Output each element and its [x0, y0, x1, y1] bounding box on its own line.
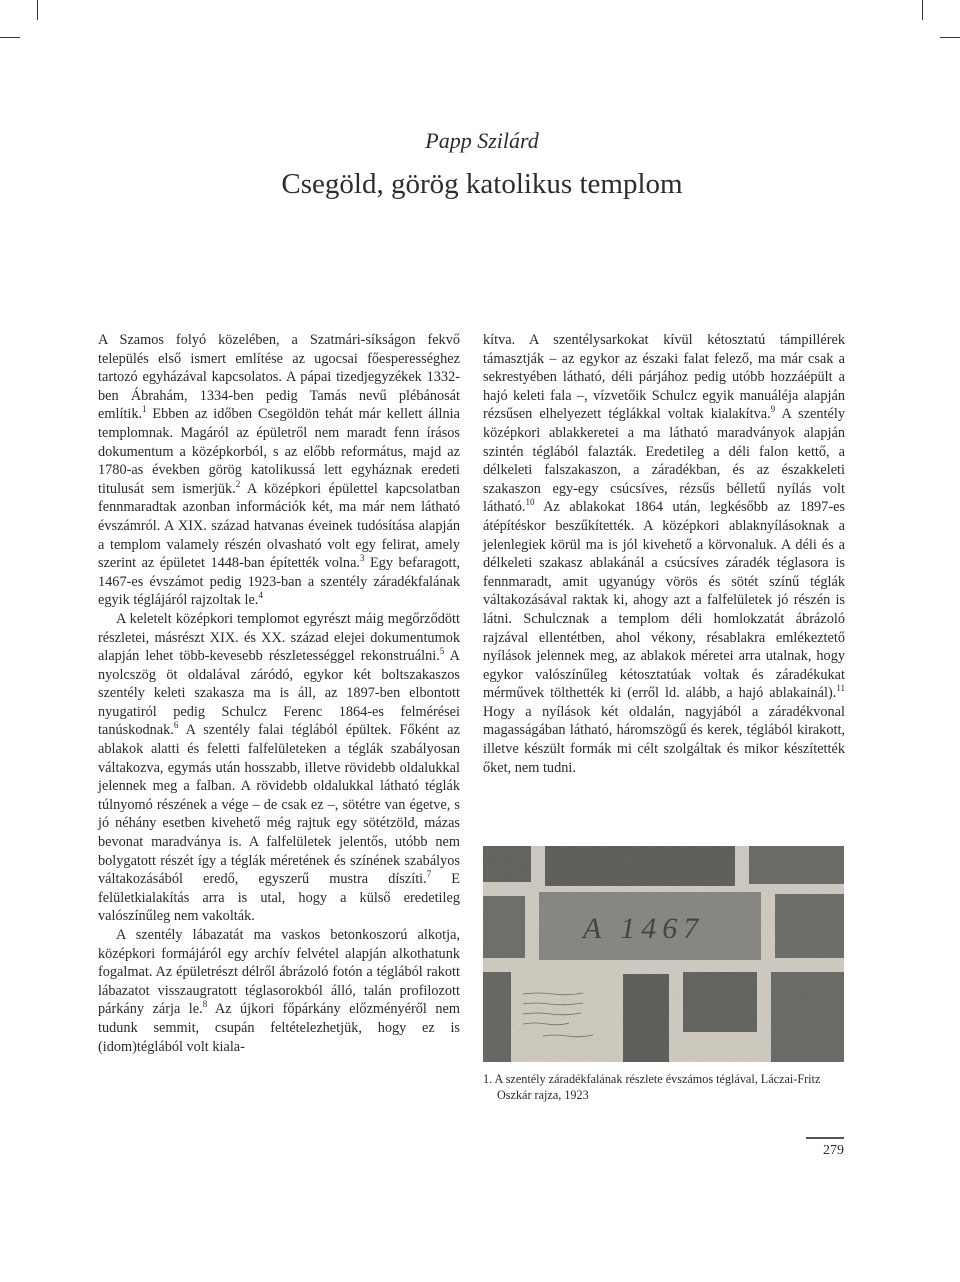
paragraph-text: Az ablakokat 1864 után, legkésőbb az 1897-es átépítéskor beszűkítették. A középkori ablaknyílásoknak a jelenlegiek körül ma is jól kivehető a körvonaluk. A déli és a délkeleti szakasz ablakánál a csúcsíves záradék téglasora is fennmaradt, amit ugyanúgy vörös és sötét színű téglák váltakozásával raktak ki, ahogy azt a falfelületek jó részén is látni. Schulcznak a templom déli homlokzatát ábrázoló rajzával ellentétben, ahol vékony, résablakra emlékeztető nyílások jelennek meg, az ablakok méretei arra utalnak, hogy egykor valószínűleg kétosztatúak voltak és záradékukat mérművek tölthették ki (erről ld. alább, a hajó ablakainál).: [483, 499, 845, 702]
caption-line-2: Oszkár rajza, 1923: [497, 1087, 589, 1102]
page-number: 279: [823, 1143, 844, 1158]
footnote-ref: 8: [202, 999, 208, 1010]
paragraph-text: A nyolcszög öt oldalával záródó, egykor két boltszakaszos szentély keleti szakasza ma is áll, az 1897-ben elbontott nyugatiról pedig Schulcz Ferenc 1864-es felmérései tanúskodnak.: [98, 648, 460, 739]
footnote-ref: 9: [770, 404, 776, 415]
brick-wall-drawing: [483, 846, 844, 1062]
paragraph-text: A szentély falai téglából épültek. Főként az ablakok alatti és feletti falfelületeken a téglák szabályosan váltakozva, egymás után hosszabb, illetve rövidebb oldalukkal jelennek meg a falban. A rövidebb oldalukkal látható téglák túlnyomó részének a vége – de csak ez –, sötétre van égetve, s jó néhány esetben kivehető még rajtuk egy sötétzöld, mázas bevonat maradványa is. A falfelületek jelentős, utóbb nem bolygatott részét így a téglák méretének és színének szabályos váltakozásából eredő, egyszerű mustra díszíti.: [98, 722, 460, 888]
figure-drawing: [483, 846, 844, 1062]
paragraph-text: A keletelt középkori templomot egyrészt máig megőrződött részletei, másrészt XIX. és XX. század elejei dokumentumok alapján lehet több-kevesebb részletességgel rekonstruálni.: [98, 610, 460, 665]
article-title: Csegöld, görög katolikus templom: [281, 168, 683, 200]
paragraph-text: A Szamos folyó közelében, a Szatmári-síkságon fekvő település első ismert említése az ugocsai főesperességhez tartozó egyházával kapcsolatos. A pápai tizedjegyzékek 1332-ben Ábrahám, 1334-ben pedig Tamás nevű plébánosát említik.: [98, 332, 460, 423]
right-text-column: [483, 331, 845, 777]
footnote-ref: 10: [525, 497, 535, 508]
crop-mark: [0, 37, 20, 38]
paragraph-text: E felületkialakítás arra is utal, hogy a külső eredetileg valószínűleg nem vakolták.: [98, 871, 461, 925]
crop-mark: [922, 0, 923, 20]
paragraph-text: Hogy a nyílások két oldalán, nagyjából a záradékvonal magasságában látható, háromszögű és kerek, téglából kirakott, illetve készült formák mi célt szolgáltak és mikor készítették őket, nem tudni.: [483, 703, 845, 776]
footnote-ref: 7: [426, 869, 432, 880]
brick-inscription: A 1467: [583, 912, 705, 945]
paragraph-text: kítva. A szentélysarkokat kívül kétosztatú támpillérek támasztják – az egykor az északi falat felező, ma már csak a sekrestyében látható, déli párjához pedig utóbb hozzáépült a hajó keleti fala –, vízvetőik Schulcz egyik manuáléja alapján rézsűsen elhelyezett téglákkal voltak kialakítva.: [483, 332, 845, 423]
footnote-ref: 4: [258, 590, 263, 601]
paragraph-text: A szentély középkori ablakkeretei a ma látható maradványok alapján szintén téglából falazták. Eredetileg a déli falon kettő, a délkeleti falszakaszon, a záradékban, és az északkeleti szakaszon egy-egy csúcsíves, rézsűs bélletű nyílás volt látható.: [483, 406, 845, 516]
paragraph-text: Az újkori főpárkány előzményéről nem tudunk semmit, csupán feltételezhetjük, hogy ez is (idom)téglából volt kiala-: [98, 1001, 461, 1055]
footnote-ref: 5: [439, 646, 445, 657]
crop-mark: [940, 37, 960, 38]
caption-line-1: 1. A szentély záradékfalának részlete évszámos téglával, Láczai-Fritz: [483, 1072, 821, 1086]
page-number-rule: [806, 1137, 844, 1139]
author-name: Papp Szilárd: [425, 128, 539, 153]
paragraph: [98, 926, 460, 1056]
footnote-ref: 1: [142, 404, 147, 415]
left-text-column: [98, 331, 460, 1056]
footnote-ref: 3: [360, 553, 365, 564]
paragraph-text: Ebben az időben Csegöldön tehát már kellett állnia templomnak. Magáról az épületről nem maradt fenn írásos dokumentum a középkorból, s az előbb református, majd az 1780-as években görög katolikussá lett egyháznak eredeti titulusát sem ismerjük.: [98, 406, 460, 497]
paragraph-text: Egy befaragott, 1467-es évszámot pedig 1923-ban a szentély záradékfalának egyik téglájáról rajzoltak le.: [98, 555, 461, 609]
paragraph: [98, 331, 460, 610]
paragraph: [98, 610, 460, 926]
paragraph-text: A szentély lábazatát ma vaskos betonkoszorú alkotja, középkori formájáról egy archív felvétel alapján alkothatunk fogalmat. Az épületrészt délről ábrázoló fotón a téglából rakott lábazatot visszaugratott téglasorokból álló, talán profilozott párkány zárja le.: [98, 927, 460, 1018]
footnote-ref: 2: [235, 478, 241, 489]
footnote-ref: 11: [836, 683, 845, 694]
crop-mark: [37, 0, 38, 20]
footnote-ref: 6: [173, 720, 179, 731]
paragraph: [483, 331, 845, 777]
paragraph-text: A középkori épülettel kapcsolatban fennmaradtak azonban információk két, ma már nem látható évszámról. A XIX. század hatvanas éveinek tudósítása alapján a templom valamely részén olvasható volt egy felirat, amely szerint az épületet 1448-ban építették volna.: [98, 480, 460, 572]
figure-caption: [483, 1072, 845, 1103]
